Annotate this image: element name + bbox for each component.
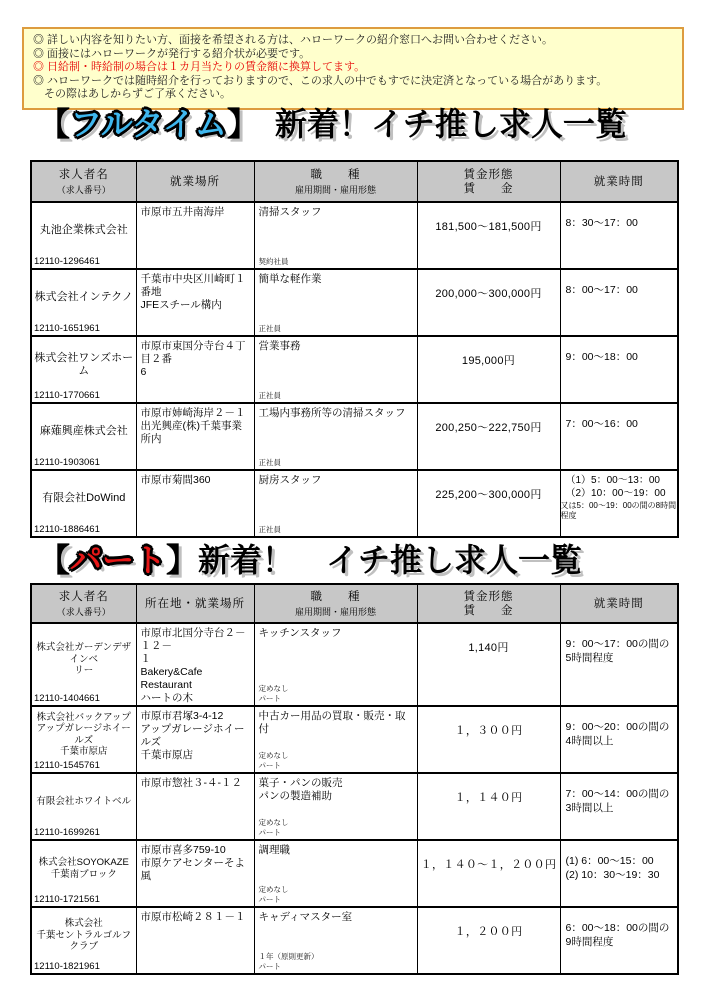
company-cell <box>31 623 136 706</box>
company-name <box>32 624 136 693</box>
workplace-line: 市原市君塚3-4-12 <box>140 710 224 722</box>
part-title-highlight: パート <box>70 542 167 578</box>
column-header-wage <box>417 584 560 623</box>
title-bracket: 】 <box>226 106 243 142</box>
hours-cell <box>560 336 678 403</box>
wage-amount: 1,140円 <box>468 642 509 654</box>
table-row <box>31 336 678 403</box>
company-wrap <box>32 471 136 536</box>
title-bracket: 【 <box>38 542 71 578</box>
employment-line: パート <box>258 760 281 770</box>
table-row <box>31 907 678 974</box>
employment-line: パート <box>258 894 281 904</box>
notice-line: ◎ 詳しい内容を知りたい方、面接を希望される方は、ハローワークの紹介窓口へお問い合わせください。 <box>33 34 554 46</box>
company-name-line: リー <box>74 665 94 677</box>
job-title-line: パンの製造補助 <box>258 790 332 802</box>
company-cell <box>31 907 136 974</box>
job-title-line: 中古カー用品の買取・販売・取付 <box>258 710 406 735</box>
job-title-line: 厨房スタッフ <box>258 474 322 486</box>
company-wrap <box>32 203 136 268</box>
wage-cell <box>417 623 560 706</box>
job-number: 12110-1886461 <box>34 524 100 535</box>
header-label: 求人者名 <box>58 168 109 181</box>
workplace-cell <box>136 202 254 269</box>
workplace-line: アップガレージホイールズ <box>140 723 245 748</box>
job-number: 12110-1545761 <box>34 760 100 771</box>
employment-line: パート <box>258 827 281 837</box>
company-wrap <box>32 337 136 402</box>
company-name-line: アップガレージホイールズ <box>36 723 131 746</box>
workplace <box>137 774 254 790</box>
job-title <box>255 908 417 952</box>
working-hours-line: 7：00～16：00 <box>565 418 638 430</box>
table-row <box>31 470 678 537</box>
job-title <box>255 774 417 818</box>
working-hours-line: （2）10：00～19：00 <box>565 488 666 499</box>
workplace-line: 市原市姉崎海岸２－１出光興産(株)千葉事業所内 <box>140 407 246 445</box>
notice-line: ◎ 面接にはハローワークが発行する紹介状が必要です。 <box>33 47 311 60</box>
job-number: 12110-1903061 <box>34 457 100 468</box>
wage-amount: 195,000円 <box>461 355 516 367</box>
table-header-row <box>31 161 678 202</box>
column-header-workplace <box>136 161 254 202</box>
title-rest: 新着！ イチ推し求人一覧 <box>198 542 583 578</box>
workplace-line: ハートの木 <box>140 692 193 704</box>
company-cell <box>31 336 136 403</box>
wage-cell <box>417 269 560 336</box>
employment-line: 定めなし <box>258 885 289 894</box>
company-name-line: 千葉市原店 <box>59 746 108 757</box>
job-number: 12110-1296461 <box>34 256 100 267</box>
workplace-line: 市原市北国分寺台２－１２－ <box>140 627 246 652</box>
job-title <box>255 471 417 525</box>
company-cell <box>31 269 136 336</box>
job-cell <box>254 470 417 537</box>
company-cell <box>31 403 136 470</box>
column-header-hours <box>560 161 678 202</box>
workplace-line: JFEスチール構内 <box>140 299 222 311</box>
working-hours <box>561 404 678 432</box>
employment-line: パート <box>258 693 281 703</box>
company-name-line: 株式会社ワンズホーム <box>34 351 134 377</box>
job-number: 12110-1721561 <box>34 894 100 905</box>
company-name <box>32 471 136 524</box>
employment-line: 定めなし <box>258 818 289 827</box>
header-sublabel: （求人番号） <box>56 184 111 195</box>
hours-cell <box>560 403 678 470</box>
company-name <box>32 707 136 760</box>
fulltime-section-title <box>38 104 627 144</box>
employment-type <box>255 684 417 705</box>
employment-line: 正社員 <box>258 323 281 333</box>
company-name-line: 株式会社 <box>64 918 103 930</box>
workplace <box>137 471 254 487</box>
hours-cell <box>560 840 678 907</box>
job-cell <box>254 336 417 403</box>
working-hours-line: 7：00～14：00の間の3時間以上 <box>565 788 670 814</box>
job-number: 12110-1821961 <box>34 961 100 972</box>
header-label: 職 種 <box>310 168 361 181</box>
company-name-line: 株式会社ガーデンデザインベ <box>36 642 132 665</box>
working-hours <box>561 270 678 298</box>
notice-box <box>22 27 684 110</box>
employment-type <box>255 391 417 403</box>
company-wrap <box>32 624 136 705</box>
wage-amount: １，１４０円 <box>454 792 523 804</box>
job-title <box>255 707 417 751</box>
workplace-line: 千葉市中央区川崎町１番地 <box>140 273 246 298</box>
header-label: 賃 金 <box>463 604 514 617</box>
employment-type <box>255 751 417 772</box>
company-name <box>32 203 136 256</box>
wage-amount: 200,250～222,750円 <box>435 422 542 434</box>
workplace-line: 市原市菊間360 <box>140 474 211 486</box>
header-label: 就業時間 <box>593 597 644 610</box>
wage-cell <box>417 706 560 773</box>
workplace <box>137 841 254 883</box>
company-wrap <box>32 774 136 839</box>
job-cell <box>254 403 417 470</box>
workplace-line: Bakery&Cafe Restaurant <box>140 666 203 691</box>
header-label: 求人者名 <box>58 590 109 603</box>
table-row <box>31 773 678 840</box>
hours-cell <box>560 907 678 974</box>
workplace-cell <box>136 840 254 907</box>
company-name <box>32 774 136 827</box>
workplace-line: 市原市喜多759-10 <box>140 844 226 856</box>
hours-cell <box>560 773 678 840</box>
workplace-cell <box>136 907 254 974</box>
employment-line: １年（原則更新） <box>258 952 319 961</box>
notice-line: ◎ ハローワークでは随時紹介を行っておりますので、この求人の中でもすでに決定済となっている場合があります。 <box>33 74 608 87</box>
company-cell <box>31 773 136 840</box>
job-cell <box>254 840 417 907</box>
job-title-line: 清掃スタッフ <box>258 206 322 218</box>
job-title <box>255 841 417 885</box>
working-hours-line: 9：00～20：00の間の4時間以上 <box>565 721 670 747</box>
employment-type <box>255 525 417 537</box>
job-wrap <box>255 203 417 268</box>
workplace-line: 市原市五井南海岸 <box>140 206 225 218</box>
wage-cell <box>417 202 560 269</box>
part-section-title <box>38 540 582 580</box>
notice-line: その際はあしからずご了承ください。 <box>33 88 231 100</box>
job-wrap <box>255 841 417 906</box>
company-cell <box>31 840 136 907</box>
job-title-line: 調理職 <box>258 844 290 856</box>
wage-cell <box>417 403 560 470</box>
company-name-line: 株式会社バックアップ <box>36 711 131 723</box>
employment-line: 正社員 <box>258 390 281 400</box>
company-name-line: 千葉セントラルゴルフクラブ <box>36 929 132 953</box>
header-label: 賃金形態 <box>463 168 514 181</box>
job-title-line: 営業事務 <box>258 340 301 352</box>
working-hours-line: （1）5：00～13：00 <box>565 475 660 486</box>
hours-cell <box>560 269 678 336</box>
header-label: 賃金形態 <box>463 590 514 603</box>
column-header-job <box>254 584 417 623</box>
job-title-line: 簡単な軽作業 <box>258 273 322 285</box>
workplace <box>137 404 254 446</box>
job-title <box>255 203 417 257</box>
working-hours-note: 又は5：00～19：00の間の8時間程度 <box>560 501 677 520</box>
working-hours <box>561 908 678 949</box>
employment-type <box>255 885 417 906</box>
header-sublabel: （求人番号） <box>56 606 111 617</box>
notice-line-red: ◎ 日給制・時給制の場合は１カ月当たりの賃金額に換算してます。 <box>33 61 366 73</box>
company-name-line: 有限会社DoWind <box>42 492 126 504</box>
working-hours <box>561 203 678 231</box>
employment-line: 定めなし <box>258 751 289 760</box>
fulltime-title-highlight: フルタイム <box>70 106 227 142</box>
job-number: 12110-1770661 <box>34 390 100 401</box>
wage-amount: １，２００円 <box>454 926 523 938</box>
table-row <box>31 623 678 706</box>
working-hours <box>561 841 678 882</box>
company-name <box>32 908 136 961</box>
employment-line: パート <box>258 961 281 971</box>
workplace-cell <box>136 623 254 706</box>
workplace-line: 市原ケアセンターそよ風 <box>140 857 245 882</box>
company-wrap <box>32 270 136 335</box>
wage-cell <box>417 470 560 537</box>
hours-cell <box>560 470 678 537</box>
wage-amount: 225,200～300,000円 <box>435 489 542 501</box>
workplace <box>137 707 254 762</box>
column-header-company <box>31 584 136 623</box>
table-header-row <box>31 584 678 623</box>
workplace-line: １ <box>140 653 151 665</box>
company-name-line: 丸池企業株式会社 <box>39 224 128 236</box>
working-hours-line: 8：30～17：00 <box>565 217 638 229</box>
workplace <box>137 624 254 705</box>
job-cell <box>254 202 417 269</box>
employment-line: 正社員 <box>258 524 281 534</box>
job-wrap <box>255 707 417 772</box>
job-wrap <box>255 270 417 335</box>
header-label: 賃 金 <box>463 182 514 195</box>
wage-cell <box>417 336 560 403</box>
column-header-workplace <box>136 584 254 623</box>
job-title <box>255 270 417 324</box>
title-bracket: 【 <box>38 106 71 142</box>
job-title-line: 菓子・パンの販売 <box>258 777 343 789</box>
employment-type <box>255 458 417 470</box>
fulltime-jobs-table <box>30 160 679 538</box>
job-number: 12110-1699261 <box>34 827 100 838</box>
wage-amount: 181,500～181,500円 <box>435 221 542 233</box>
company-name <box>32 337 136 390</box>
hours-cell <box>560 706 678 773</box>
working-hours <box>561 471 678 500</box>
wage-amount: １，１４０～１，２００円 <box>420 859 557 871</box>
job-title <box>255 337 417 391</box>
employment-type <box>255 952 417 973</box>
header-label: 就業時間 <box>593 175 644 188</box>
job-number: 12110-1651961 <box>34 323 100 334</box>
working-hours-line: 8：00～17：00 <box>565 284 638 296</box>
wage-amount: 200,000～300,000円 <box>435 288 542 300</box>
working-hours-line: 9：00～17：00の間の5時間程度 <box>565 638 670 664</box>
job-title-line: キッチンスタッフ <box>258 627 342 639</box>
company-wrap <box>32 404 136 469</box>
job-wrap <box>255 908 417 973</box>
title-bracket: 】 <box>166 542 199 578</box>
working-hours <box>561 624 678 665</box>
column-header-company <box>31 161 136 202</box>
column-header-job <box>254 161 417 202</box>
job-wrap <box>255 624 417 705</box>
workplace-line: 市原市惣社３-４-１２ <box>140 777 242 789</box>
workplace-line: 市原市松崎２８１－１ <box>140 911 246 923</box>
header-label: 所在地・就業場所 <box>145 597 245 610</box>
working-hours-line: (2) 10：30～19：30 <box>565 868 660 881</box>
company-name-line: 株式会社インテクノ <box>34 291 133 303</box>
hours-cell <box>560 623 678 706</box>
company-name-line: 株式会社SOYOKAZE <box>38 857 129 868</box>
table-row <box>31 202 678 269</box>
table-row <box>31 403 678 470</box>
company-wrap <box>32 707 136 772</box>
company-name <box>32 270 136 323</box>
part-jobs-table <box>30 583 679 975</box>
company-wrap <box>32 841 136 906</box>
job-title <box>255 624 417 684</box>
working-hours <box>561 337 678 365</box>
company-name-line: 千葉南ブロック <box>50 868 117 880</box>
job-cell <box>254 773 417 840</box>
employment-type <box>255 257 417 269</box>
company-cell <box>31 202 136 269</box>
job-wrap <box>255 337 417 402</box>
workplace <box>137 270 254 312</box>
job-number: 12110-1404661 <box>34 693 100 704</box>
workplace-cell <box>136 706 254 773</box>
job-title-line: キャディマスター室 <box>258 911 353 923</box>
job-cell <box>254 907 417 974</box>
table-row <box>31 840 678 907</box>
workplace-line: 6 <box>140 366 147 378</box>
workplace <box>137 908 254 924</box>
employment-type <box>255 818 417 839</box>
employment-line: 定めなし <box>258 684 289 693</box>
hours-cell <box>560 202 678 269</box>
job-title-line: 工場内事務所等の清掃スタッフ <box>258 407 406 419</box>
workplace-line: 市原市東国分寺台４丁目２番 <box>140 340 246 365</box>
column-header-wage <box>417 161 560 202</box>
job-cell <box>254 269 417 336</box>
table-row <box>31 706 678 773</box>
employment-type <box>255 324 417 336</box>
header-label: 職 種 <box>310 590 361 603</box>
working-hours-line: 9：00～18：00 <box>565 351 638 363</box>
job-cell <box>254 706 417 773</box>
header-sublabel: 雇用期間・雇用形態 <box>294 184 376 195</box>
company-cell <box>31 706 136 773</box>
working-hours <box>561 707 678 748</box>
wage-cell <box>417 773 560 840</box>
employment-line: 契約社員 <box>258 256 289 266</box>
company-name-line: 麻薙興産株式会社 <box>39 425 128 437</box>
working-hours-line: 6：00～18：00の間の9時間程度 <box>565 922 670 948</box>
workplace <box>137 203 254 219</box>
company-cell <box>31 470 136 537</box>
table-row <box>31 269 678 336</box>
company-wrap <box>32 908 136 973</box>
workplace-cell <box>136 269 254 336</box>
job-wrap <box>255 404 417 469</box>
company-name <box>32 841 136 894</box>
workplace <box>137 337 254 379</box>
wage-amount: １，３００円 <box>454 725 523 737</box>
workplace-cell <box>136 470 254 537</box>
employment-line: 正社員 <box>258 457 281 467</box>
workplace-line: 千葉市原店 <box>140 749 193 761</box>
wage-cell <box>417 907 560 974</box>
company-name <box>32 404 136 457</box>
job-title <box>255 404 417 458</box>
column-header-hours <box>560 584 678 623</box>
working-hours-line: (1) 6：00～15：00 <box>565 855 654 867</box>
title-rest: 新着！イチ推し求人一覧 <box>242 106 627 142</box>
company-name-line: 有限会社ホワイトベル <box>36 795 132 807</box>
job-wrap <box>255 471 417 536</box>
wage-cell <box>417 840 560 907</box>
workplace-cell <box>136 773 254 840</box>
job-cell <box>254 623 417 706</box>
header-label: 就業場所 <box>170 175 220 188</box>
header-sublabel: 雇用期間・雇用形態 <box>294 606 376 617</box>
workplace-cell <box>136 336 254 403</box>
working-hours <box>561 774 678 815</box>
job-wrap <box>255 774 417 839</box>
workplace-cell <box>136 403 254 470</box>
